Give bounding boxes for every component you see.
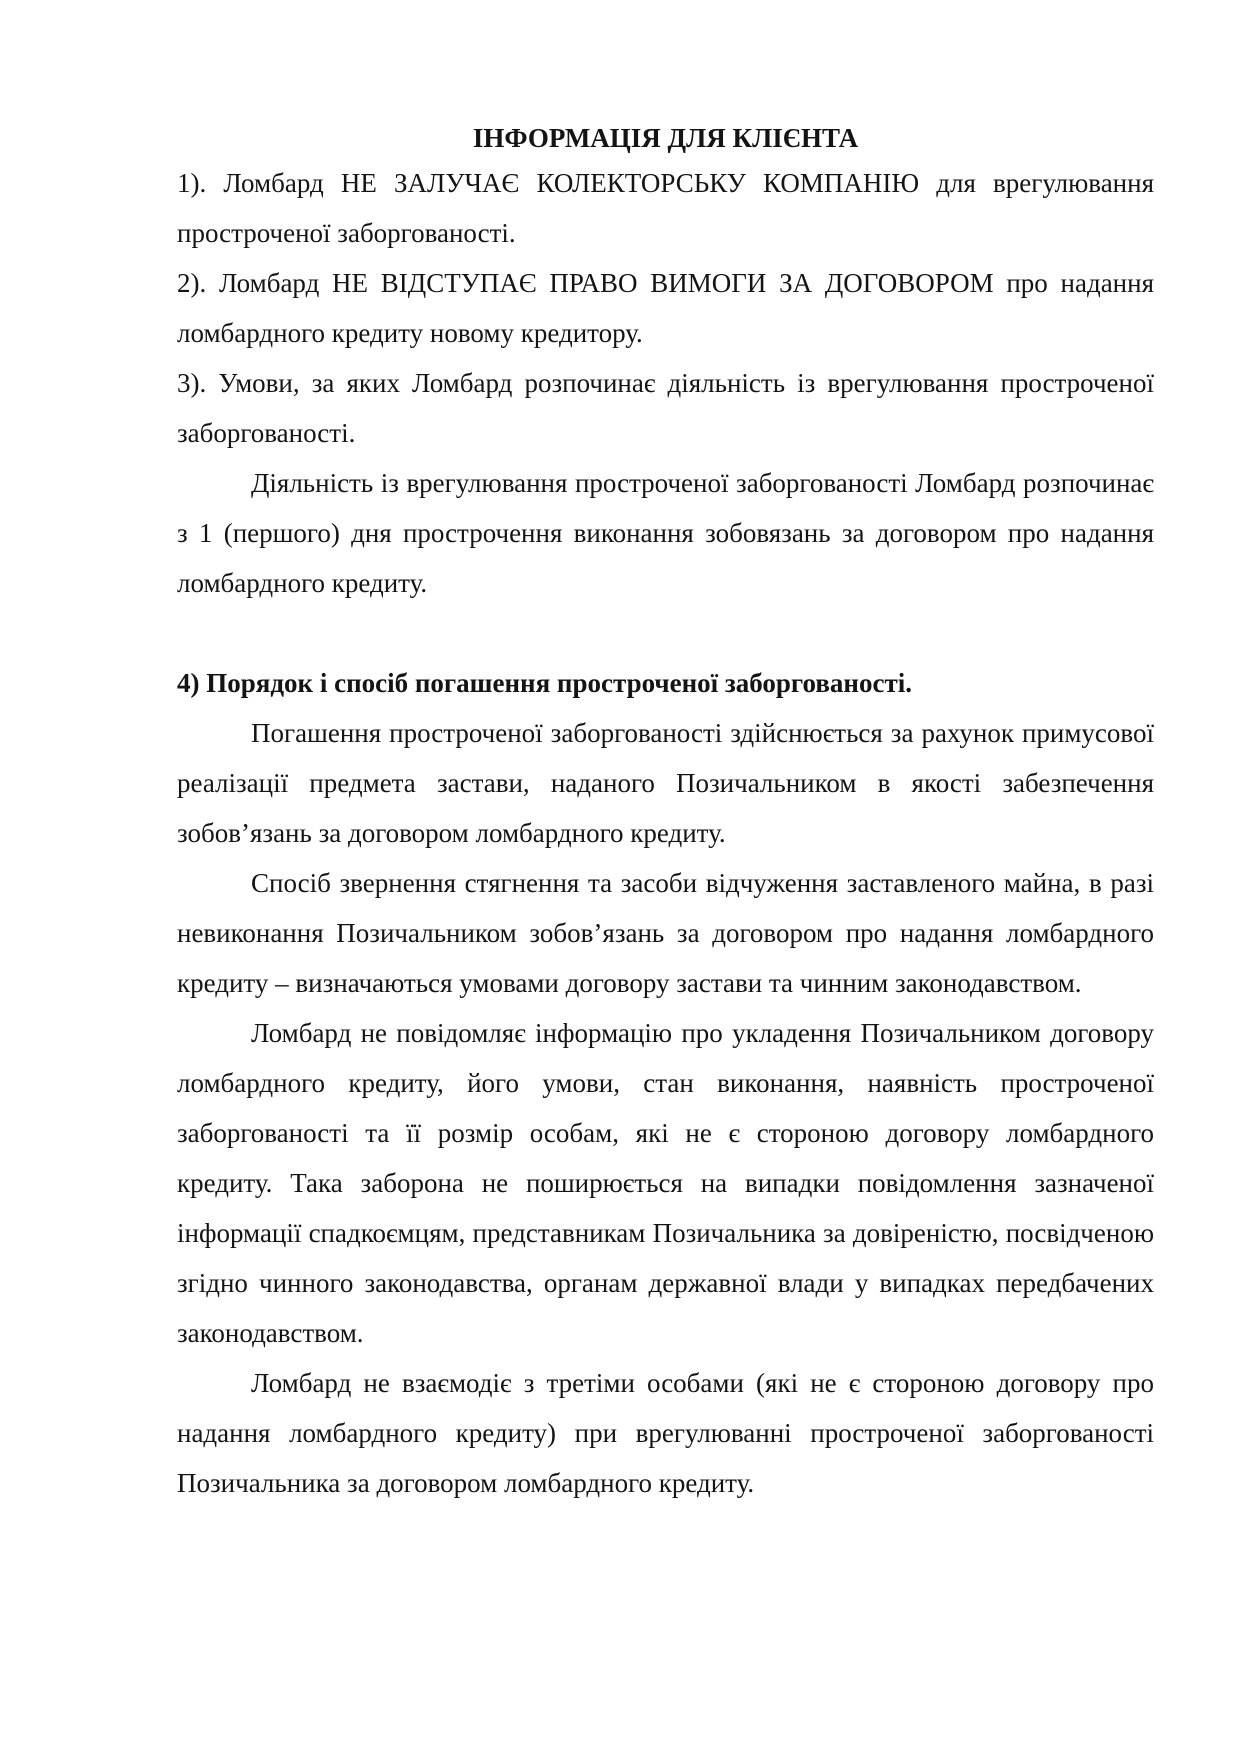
- info-item-3-detail: Діяльність із врегулювання простроченої заборгованості Ломбард розпочинає з 1 (першого) дня прострочення виконання зобовязань за договором про надання ломбардного кредиту.: [177, 468, 1154, 598]
- info-item-1: 1). Ломбард НЕ ЗАЛУЧАЄ КОЛЕКТОРСЬКУ КОМПАНІЮ для врегулювання простроченої заборгованості.: [177, 168, 1154, 248]
- section-4-paragraph: Спосіб звернення стягнення та засоби відчуження заставленого майна, в разі невиконання Позичальником зобов’язань за договором про надання ломбардного кредиту – визначаються умовами договору застави та чинним законодавством.: [177, 868, 1154, 998]
- document-page: [177, 118, 1154, 1508]
- document-title: ІНФОРМАЦІЯ ДЛЯ КЛІЄНТА: [472, 123, 859, 153]
- section-4-paragraph: Погашення простроченої заборгованості здійснюється за рахунок примусової реалізації предмета застави, наданого Позичальником в якості забезпечення зобов’язань за договором ломбардного кредиту.: [177, 718, 1154, 848]
- section-4-paragraph: Ломбард не повідомляє інформацію про укладення Позичальником договору ломбардного кредиту, його умови, стан виконання, наявність простроченої заборгованості та її розмір особам, які не є стороною договору ломбардного кредиту. Така заборона не поширюється на випадки повідомлення зазначеної інформації спадкоємцям, представникам Позичальника за довіреністю, посвідченою згідно чинного законодавства, органам державної влади у випадках передбачених законодавством.: [177, 1018, 1154, 1348]
- section-4-paragraph: Ломбард не взаємодіє з третіми особами (які не є стороною договору про надання ломбардного кредиту) при врегулюванні простроченої заборгованості Позичальника за договором ломбардного кредиту.: [177, 1368, 1154, 1498]
- info-item-3: 3). Умови, за яких Ломбард розпочинає діяльність із врегулювання простроченої заборгованості.: [177, 368, 1154, 448]
- section-4-heading: 4) Порядок і спосіб погашення простроченої заборгованості.: [177, 668, 912, 698]
- info-item-2: 2). Ломбард НЕ ВІДСТУПАЄ ПРАВО ВИМОГИ ЗА ДОГОВОРОМ про надання ломбардного кредиту новому кредитору.: [177, 268, 1154, 348]
